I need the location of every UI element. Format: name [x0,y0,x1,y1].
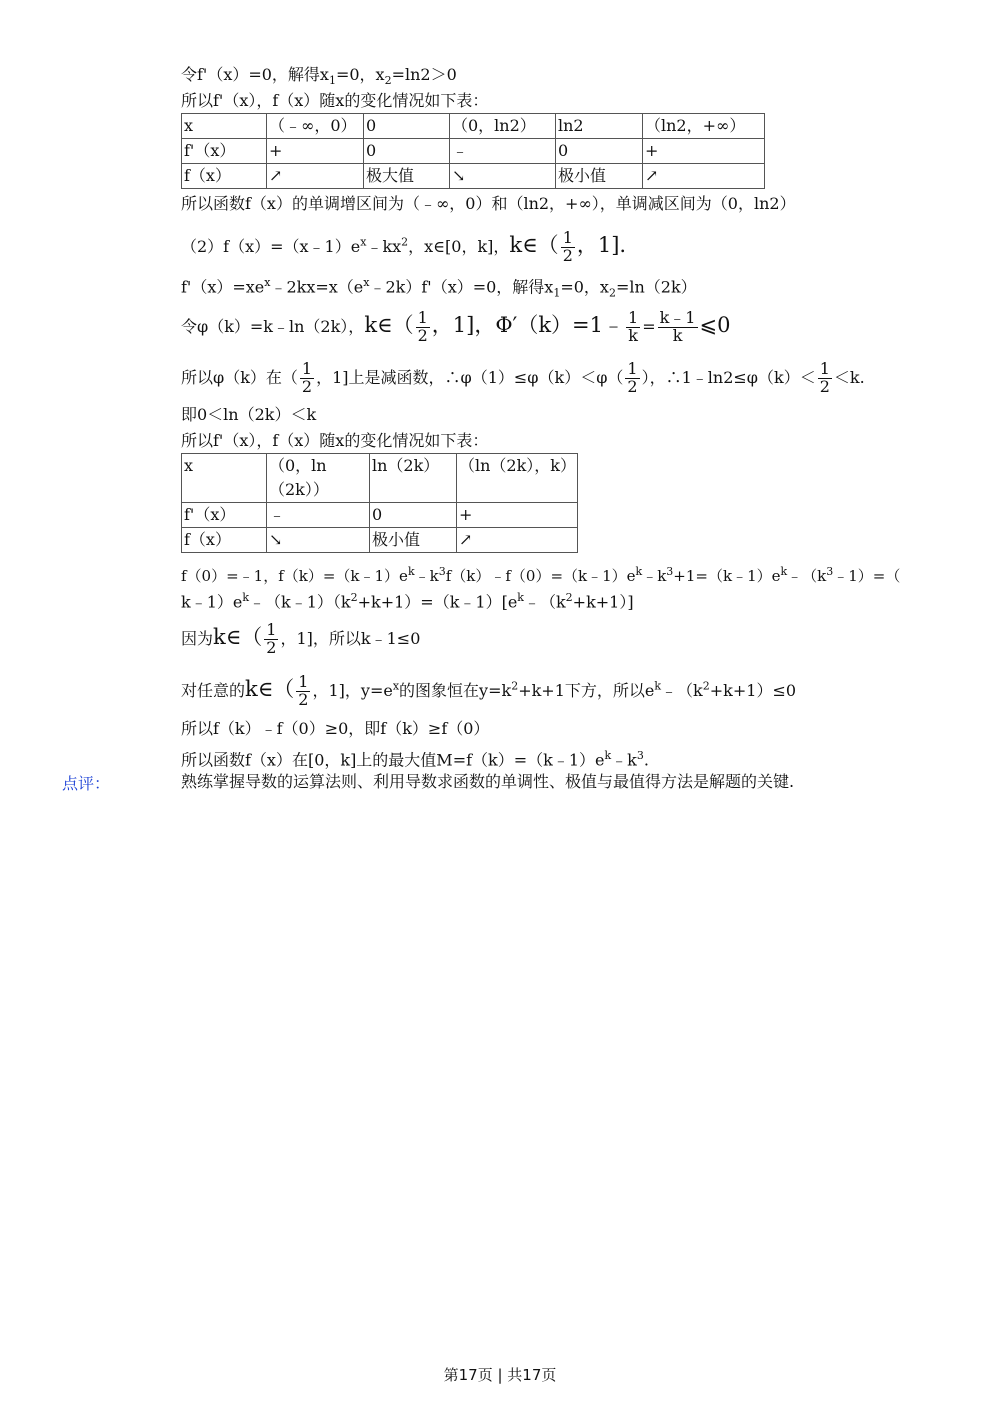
line-max-value: 所以函数f（x）在[0，k]上的最大值$M=f(k)=(k﹣1)e^k﹣k^3$. [181,749,649,770]
line-ln-bound: 即0＜ln（2k）＜k [181,405,317,424]
line-fk-ge-f0: 所以f（k）﹣f（0）≥0，即f（k）≥f（0） [181,719,490,738]
review-label: 点评： [62,774,111,793]
page-footer: 第17页 | 共17页 [443,1366,557,1384]
table-row: f（x） ↘ 极小值 ↗ [182,528,578,553]
line-part2-function: $(2)f(x)=(x﹣1)e^x﹣kx^2$，x∈[0，k]，k∈（ $\frac{1}{2}$ ，1]. [181,228,627,265]
monotonicity-table-2 [181,453,578,553]
line-table-intro-1: 所以f'（x），f（x）随x的变化情况如下表： [181,91,489,110]
monotonicity-table-1 [181,113,765,189]
line-phi-decreasing: 所以φ（k）在（ $\frac{1}{2}$ ，1]上是减函数，∴φ（1）≤φ（k）＜φ（ $\frac{1}{2}$ ），∴1﹣ln2≤φ（k）＜ $\frac{1}{2}$ ＜k. [181,359,865,396]
line-fk-minus-f0: f（0）=﹣1，$f(k)=(k﹣1)e^k﹣k^3f(k)﹣f(0)=(k﹣1)e^k﹣k^3+1=(k﹣1)e^k﹣(k^3﹣1)=$（ [181,565,901,585]
table-row: f'（x） ﹣ 0 + [182,503,578,528]
line-because-k: 因为k∈（ $\frac{1}{2}$ ，1]，所以k﹣1≤0 [181,620,421,657]
review-text: 熟练掌握导数的运算法则、利用导数求函数的单调性、极值与最值得方法是解题的关键. [181,772,795,791]
line-derivative: $f'(x)=xe^x﹣2kx=x(e^x﹣2k)f'(x)=0$，解得$x_1=0$，$x_2=\ln(2k)$ [181,276,697,300]
line-monotonic-intervals: 所以函数f（x）的单调增区间为（﹣∞，0）和（ln2，+∞），单调减区间为（0，ln2） [181,194,796,213]
line-table-intro-2: 所以f'（x），f（x）随x的变化情况如下表： [181,431,489,450]
line-solve-zero: 令f'（x）=0，解得$x_1=0$，$x_2=\ln 2>0$ [181,65,457,88]
table-row: f（x） ↗ 极大值 ↘ 极小值 ↗ [182,164,765,189]
table-row: f'（x） + 0 ﹣ 0 + [182,139,765,164]
line-phi-definition: 令φ（k）=k﹣ln（2k），k∈（ $\frac{1}{2}$ ，1]，Φ′（k）=1﹣ $\frac{1}{k}$ = $\frac{k﹣1}{k}$ ⩽0 [181,308,731,345]
line-factorization: $k﹣1)e^k﹣(k﹣1)(k^2+k+1)=(k﹣1)[e^k﹣(k^2+k+1)]$ [181,591,634,612]
line-for-any-k: 对任意的k∈（ $\frac{1}{2}$ ，1]，$y=e^x$的图象恒在$y=k^2+k+1$下方，所以$e^k﹣(k^2+k+1)\le 0$ [181,672,797,709]
table-row: x （﹣∞，0） 0 （0，ln2） ln2 （ln2，+∞） [182,114,765,139]
table-row: x （0，ln（2k）） ln（2k） （ln（2k），k） [182,454,578,503]
